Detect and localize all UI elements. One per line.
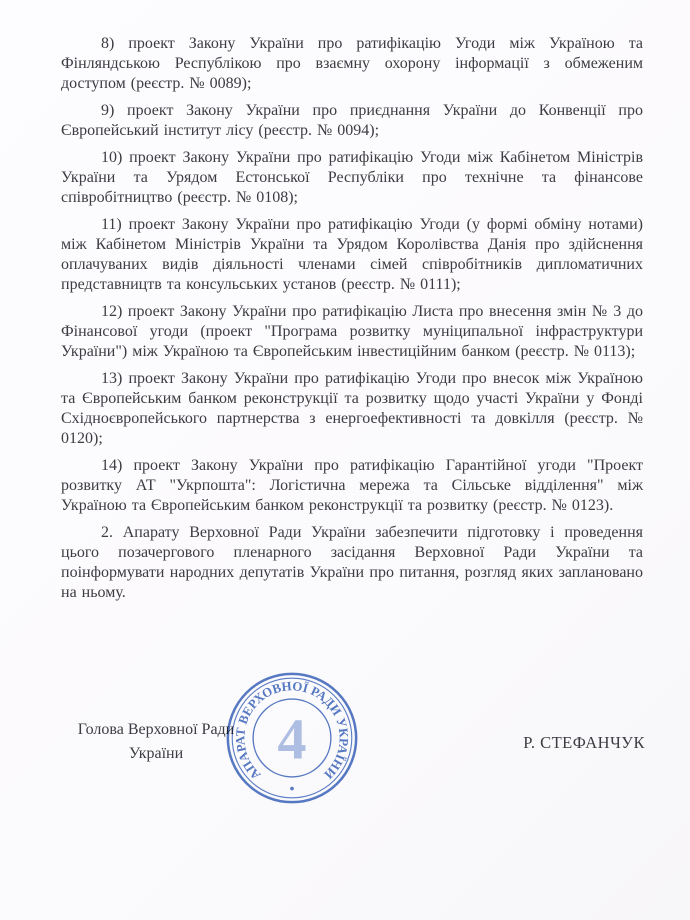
official-stamp bbox=[222, 668, 362, 808]
list-item-11: 11) проект Закону України про ратифікацію Угоди (у формі обміну нотами) між Кабінетом Міністрів України та Урядом Королівства Данія про здійснення оплачуваних видів діяльності членами сімей співробітників дипломатичних представництв та консульських установ (реєстр. № 0111); bbox=[61, 216, 643, 293]
closing-paragraph: 2. Апарату Верховної Ради України забезпечити підготовку і проведення цього позачергового пленарного засідання Верховної Ради України та поінформувати народних депутатів України про питання, розгляд яких заплановано на ньому. bbox=[61, 524, 643, 601]
stamp-center-numeral: 4 bbox=[277, 706, 307, 772]
list-item-10: 10) проект Закону України про ратифікацію Угоди між Кабінетом Міністрів України та Урядом Естонської Республіки про технічне та фінансове співробітництво (реєстр. № 0108); bbox=[61, 149, 643, 206]
signer-title bbox=[72, 718, 240, 766]
signer-title-line1: Голова Верховної Ради bbox=[77, 721, 235, 738]
list-item-13: 13) проект Закону України про ратифікацію Угоди про внесок між Україною та Європейським банком реконструкції та розвитку щодо участі України у Фонді Східноєвропейського партнерства з енергоефективності та довкілля (реєстр. № 0120); bbox=[61, 370, 643, 447]
signer-title-line2: України bbox=[128, 745, 184, 762]
document-body bbox=[61, 34, 643, 610]
list-item-14: 14) проект Закону України про ратифікацію Гарантійної угоди "Проект розвитку АТ "Укрпошта": Логістична мережа та Сільське відділення" між Україною та Європейським банком реконструкції та розвитку (реєстр. № 0123). bbox=[61, 457, 643, 514]
stamp-bottom-dot-icon bbox=[290, 787, 294, 791]
list-item-8: 8) проект Закону України про ратифікацію Угоди між Україною та Фінляндською Республікою про взаємну охорону інформації з обмеженим доступом (реєстр. № 0089); bbox=[61, 35, 643, 92]
stamp-ring-text: АПАРАТ ВЕРХОВНОЇ РАДИ УКРАЇНИ bbox=[233, 679, 351, 783]
signer-name: Р. СТЕФАНЧУК bbox=[523, 733, 645, 752]
list-item-9: 9) проект Закону України про приєднання України до Конвенції про Європейський інститут лісу (реєстр. № 0094); bbox=[61, 102, 643, 139]
list-item-12: 12) проект Закону України про ратифікацію Листа про внесення змін № 3 до Фінансової угоди (проект "Програма розвитку муніципальної інфраструктури України") між Україною та Європейським інвестиційним банком (реєстр. № 0113); bbox=[61, 303, 643, 360]
